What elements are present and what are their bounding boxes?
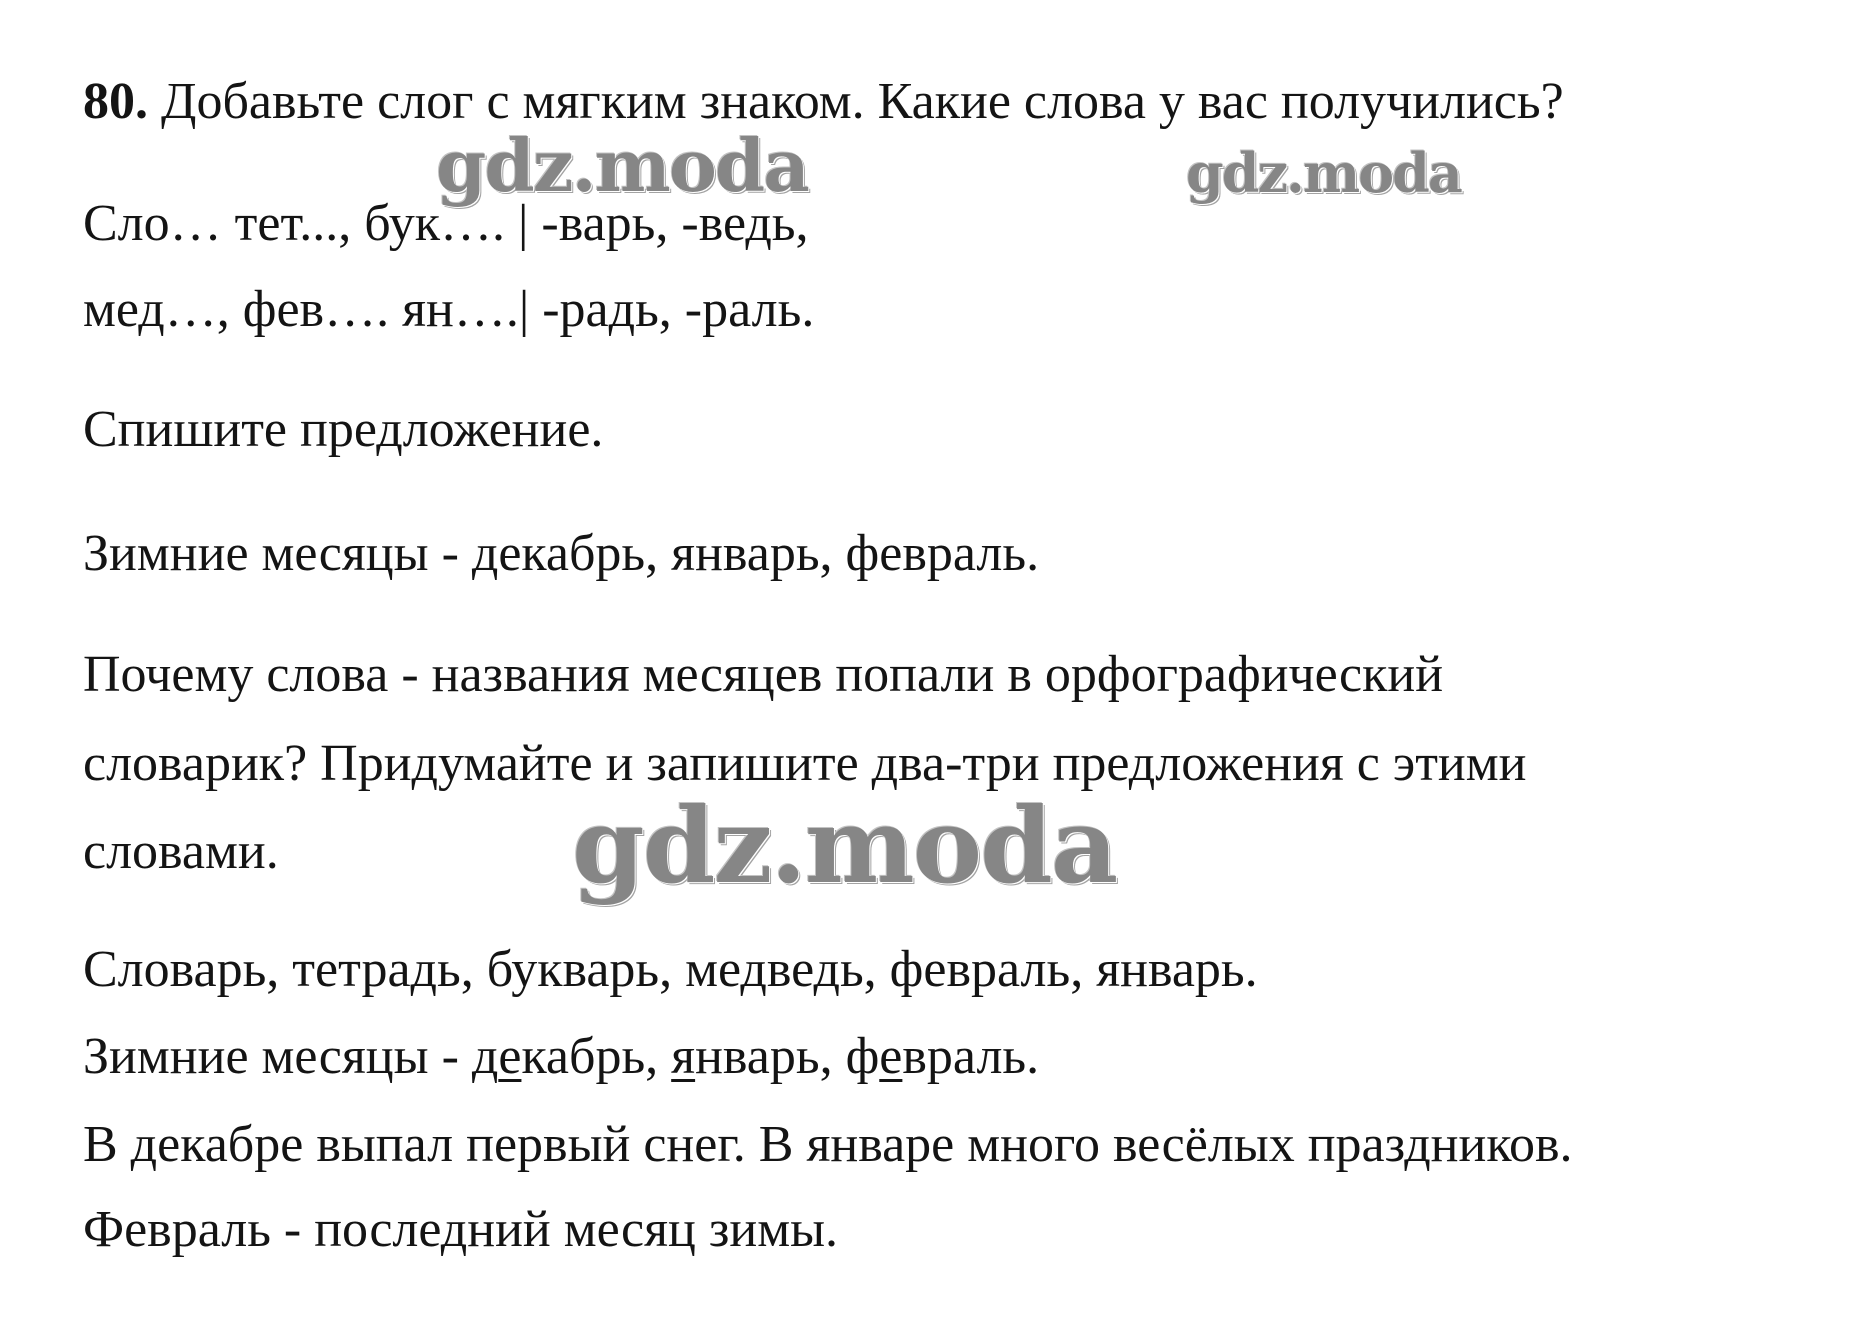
question-line-2: словарик? Придумайте и запишите два-три предложения с этими bbox=[83, 735, 1527, 792]
watermark-top-right: gdz.moda bbox=[1186, 141, 1461, 205]
months-part-1: Зимние месяцы - д bbox=[83, 1028, 499, 1085]
underlined-letter-3: е bbox=[879, 1028, 903, 1085]
exercise-line-1: Сло… тет..., бук…. | -варь, -ведь, bbox=[83, 195, 809, 252]
copy-instruction: Спишите предложение. bbox=[83, 401, 604, 458]
underlined-letter-2: я bbox=[671, 1028, 696, 1085]
answer-words: Словарь, тетрадь, букварь, медведь, февраль, январь. bbox=[83, 941, 1258, 998]
task-heading bbox=[83, 72, 1564, 132]
question-line-3: словами. bbox=[83, 823, 279, 880]
copy-sentence: Зимние месяцы - декабрь, январь, февраль. bbox=[83, 525, 1040, 582]
months-part-4: враль. bbox=[902, 1028, 1040, 1085]
answer-months bbox=[83, 1027, 1039, 1087]
answer-sentence-2: Февраль - последний месяц зимы. bbox=[83, 1201, 839, 1258]
months-part-2: кабрь, bbox=[521, 1028, 672, 1085]
question-line-1: Почему слова - названия месяцев попали в орфографический bbox=[83, 646, 1444, 703]
task-instruction: Добавьте слог с мягким знаком. Какие слова у вас получились? bbox=[161, 73, 1564, 130]
watermark-center: gdz.moda bbox=[572, 784, 1117, 907]
exercise-line-2: мед…, фев…. ян….| -радь, -раль. bbox=[83, 281, 815, 338]
watermark-top-left: gdz.moda bbox=[436, 123, 808, 208]
underlined-letter-1: е bbox=[498, 1028, 522, 1085]
task-number: 80. bbox=[83, 73, 148, 130]
months-part-3: нварь, ф bbox=[695, 1028, 880, 1085]
answer-sentence-1: В декабре выпал первый снег. В январе много весёлых праздников. bbox=[83, 1116, 1573, 1173]
